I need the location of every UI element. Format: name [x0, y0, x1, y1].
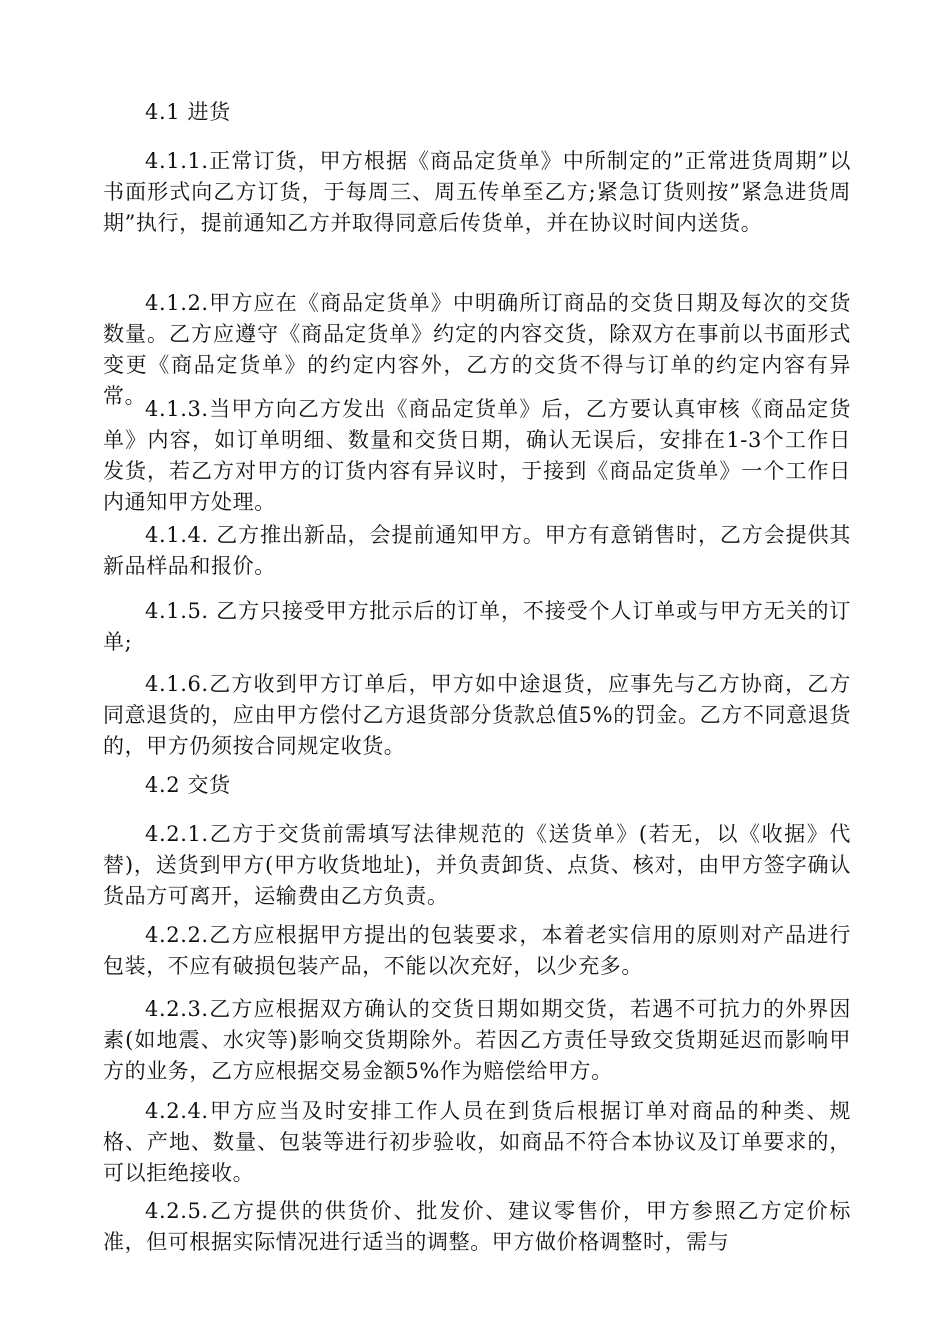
clause-4-1-1: 4.1.1.正常订货，甲方根据《商品定货单》中所制定的”正常进货周期”以书面形式向乙方订货，于每周三、周五传单至乙方;紧急订货则按”紧急进货周期”执行，提前通知乙方并取得同意后传货单，并在协议时间内送货。	[103, 149, 851, 235]
clause-4-2-3: 4.2.3.乙方应根据双方确认的交货日期如期交货，若遇不可抗力的外界因素(如地震、水灾等)影响交货期除外。若因乙方责任导致交货期延迟而影响甲方的业务，乙方应根据交易金额5%作为赔偿给甲方。	[103, 997, 851, 1083]
section-heading-4-1: 4.1 进货	[145, 100, 231, 124]
clause-4-2-1: 4.2.1.乙方于交货前需填写法律规范的《送货单》(若无，以《收据》代替)，送货到甲方(甲方收货地址)，并负责卸货、点货、核对，由甲方签字确认货品方可离开，运输费由乙方负责。	[103, 822, 851, 908]
clause-4-1-2: 4.1.2.甲方应在《商品定货单》中明确所订商品的交货日期及每次的交货数量。乙方应遵守《商品定货单》约定的内容交货，除双方在事前以书面形式变更《商品定货单》的约定内容外，乙方的交货不得与订单的约定内容有异常。	[103, 291, 851, 408]
section-heading-4-2: 4.2 交货	[145, 773, 231, 797]
clause-4-1-5: 4.1.5. 乙方只接受甲方批示后的订单，不接受个人订单或与甲方无关的订单;	[103, 599, 851, 654]
clause-4-2-4: 4.2.4.甲方应当及时安排工作人员在到货后根据订单对商品的种类、规格、产地、数量、包装等进行初步验收，如商品不符合本协议及订单要求的，可以拒绝接收。	[103, 1099, 851, 1185]
clause-4-1-4: 4.1.4. 乙方推出新品，会提前通知甲方。甲方有意销售时，乙方会提供其新品样品和报价。	[103, 523, 851, 578]
clause-4-1-3: 4.1.3.当甲方向乙方发出《商品定货单》后，乙方要认真审核《商品定货单》内容，如订单明细、数量和交货日期，确认无误后，安排在1-3个工作日发货，若乙方对甲方的订货内容有异议时，于接到《商品定货单》一个工作日内通知甲方处理。	[103, 397, 851, 514]
clause-4-2-2: 4.2.2.乙方应根据甲方提出的包装要求，本着老实信用的原则对产品进行包装，不应有破损包装产品，不能以次充好，以少充多。	[103, 923, 851, 978]
clause-4-1-6: 4.1.6.乙方收到甲方订单后，甲方如中途退货，应事先与乙方协商，乙方同意退货的，应由甲方偿付乙方退货部分货款总值5%的罚金。乙方不同意退货的，甲方仍须按合同规定收货。	[103, 672, 851, 758]
clause-4-2-5: 4.2.5.乙方提供的供货价、批发价、建议零售价，甲方参照乙方定价标准，但可根据实际情况进行适当的调整。甲方做价格调整时，需与	[103, 1199, 851, 1254]
